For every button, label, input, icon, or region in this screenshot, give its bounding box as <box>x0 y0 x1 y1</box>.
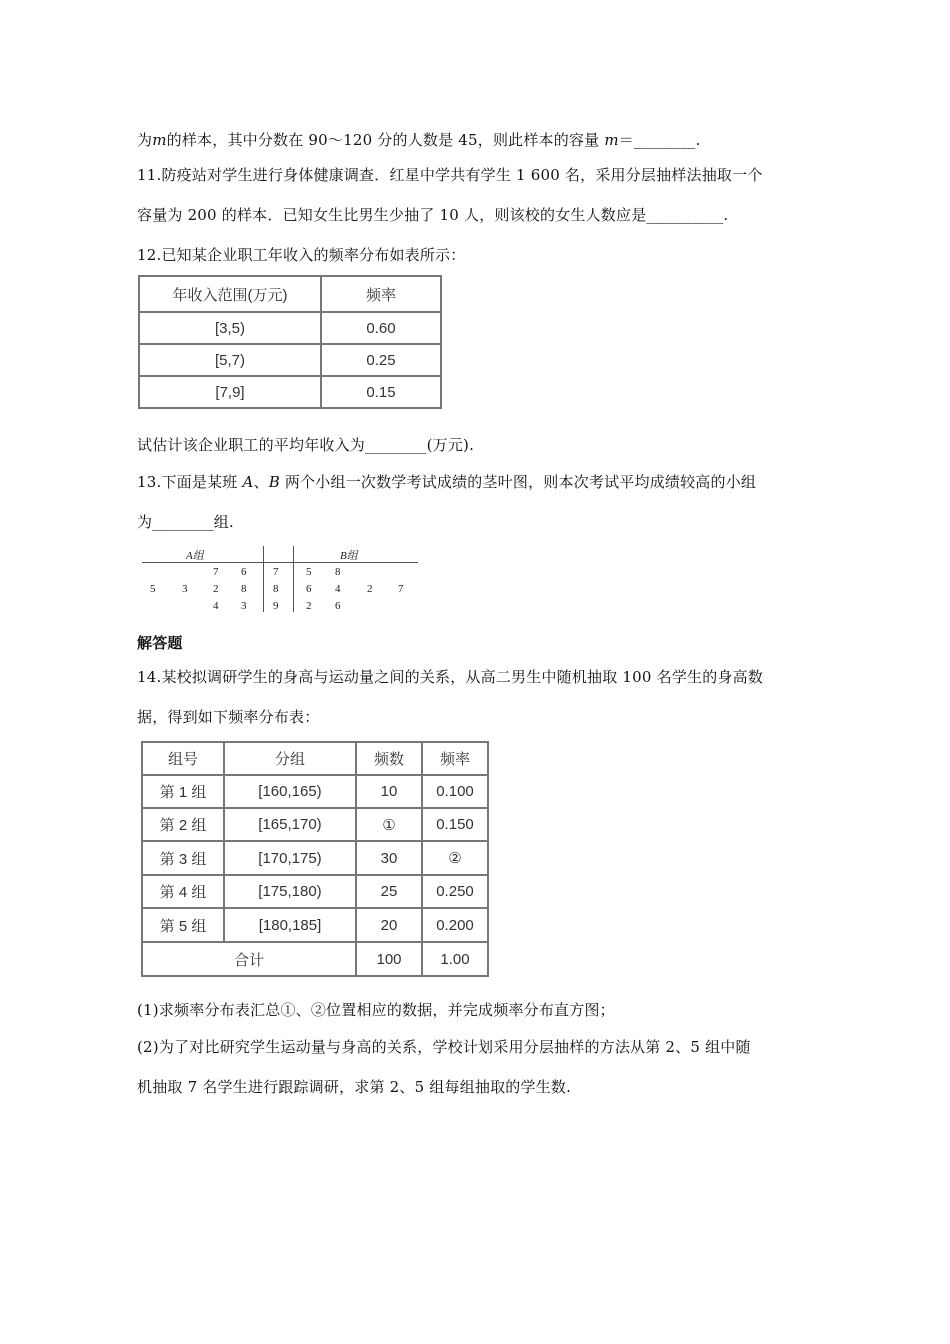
group-a-label: A <box>242 473 254 491</box>
var-m: m <box>604 131 619 149</box>
table-cell: 25 <box>356 875 422 908</box>
leaf: 2 <box>306 600 312 612</box>
table-cell: 0.100 <box>422 775 488 808</box>
height-frequency-table <box>141 741 489 977</box>
table-cell: ② <box>422 841 488 875</box>
table-cell: 0.250 <box>422 875 488 908</box>
leaf: 6 <box>306 583 312 595</box>
q10-text: 为 <box>137 131 153 149</box>
var-m: m <box>152 131 167 149</box>
table-cell: 10 <box>356 775 422 808</box>
stem: 8 <box>273 583 279 595</box>
stem-leaf-divider-right <box>293 546 294 612</box>
q12-stem: 12.已知某企业职工年收入的频率分布如表所示： <box>137 246 466 264</box>
table-cell: [160,165) <box>224 775 356 808</box>
table-cell: 0.150 <box>422 808 488 841</box>
stem-leaf-divider-left <box>263 546 264 612</box>
q14-part1: (1)求频率分布表汇总①、②位置相应的数据，并完成频率分布直方图； <box>137 1001 615 1019</box>
table-total-row <box>142 942 488 976</box>
table-cell: [170,175) <box>224 841 356 875</box>
table-cell: [3,5) <box>139 312 321 344</box>
q10-text: ＝________. <box>618 131 701 149</box>
table-cell: 第 5 组 <box>142 908 224 942</box>
q13-text: 、 <box>253 473 269 491</box>
section-title: 解答题 <box>137 634 183 652</box>
table-cell: [165,170) <box>224 808 356 841</box>
leaf: 5 <box>306 566 312 578</box>
table-cell: [7,9] <box>139 376 321 408</box>
leaf: 3 <box>182 583 188 595</box>
table-row <box>142 908 488 942</box>
leaf: 4 <box>335 583 341 595</box>
stem-leaf-header-rule <box>142 562 418 563</box>
table-row <box>142 808 488 841</box>
leaf: 6 <box>335 600 341 612</box>
leaf: 7 <box>398 583 404 595</box>
leaf: 7 <box>213 566 219 578</box>
stem: 7 <box>273 566 279 578</box>
leaf: 6 <box>241 566 247 578</box>
table-cell: 第 3 组 <box>142 841 224 875</box>
q10-text: 的样本，其中分数在 90～120 分的人数是 45，则此样本的容量 <box>166 131 605 149</box>
table-cell: 第 4 组 <box>142 875 224 908</box>
table-cell: [175,180) <box>224 875 356 908</box>
leaf: 3 <box>241 600 247 612</box>
table-cell: 合计 <box>142 942 356 976</box>
table-cell: 0.60 <box>321 312 441 344</box>
table-cell: ① <box>356 808 422 841</box>
table-cell: 0.25 <box>321 344 441 376</box>
q13-text: 13.下面是某班 <box>137 473 243 491</box>
group-b-label: B <box>268 473 280 491</box>
stem: 9 <box>273 600 279 612</box>
leaf: 5 <box>150 583 156 595</box>
leaf: 8 <box>241 583 247 595</box>
table-header: 频率 <box>422 742 488 775</box>
table-row <box>142 841 488 875</box>
table-row <box>142 775 488 808</box>
leaf: 2 <box>367 583 373 595</box>
table-cell: [5,7) <box>139 344 321 376</box>
q11-line1: 11.防疫站对学生进行身体健康调查．红星中学共有学生 1 600 名，采用分层抽样法抽取一个 <box>137 166 763 184</box>
table-cell: 第 2 组 <box>142 808 224 841</box>
table-cell: 0.200 <box>422 908 488 942</box>
q14-part2-line2: 机抽取 7 名学生进行跟踪调研，求第 2、5 组每组抽取的学生数. <box>137 1078 572 1096</box>
table-cell: 30 <box>356 841 422 875</box>
table-cell: 第 1 组 <box>142 775 224 808</box>
table-header: 频数 <box>356 742 422 775</box>
q14-part2-line1: (2)为了对比研究学生运动量与身高的关系，学校计划采用分层抽样的方法从第 2、5 组中随 <box>137 1038 751 1056</box>
table-header: 分组 <box>224 742 356 775</box>
q11-line2: 容量为 200 的样本．已知女生比男生少抽了 10 人，则该校的女生人数应是__________. <box>137 206 729 224</box>
q10-tail-line <box>137 129 701 150</box>
q13-line2: 为________组. <box>137 513 234 531</box>
q12-after: 试估计该企业职工的平均年收入为________(万元). <box>137 436 475 454</box>
table-header: 年收入范围(万元) <box>139 276 321 312</box>
stem-leaf-a-title: A组 <box>186 550 204 562</box>
table-header: 组号 <box>142 742 224 775</box>
table-row <box>142 875 488 908</box>
q14-line1: 14.某校拟调研学生的身高与运动量之间的关系，从高二男生中随机抽取 100 名学生的身高数 <box>137 668 764 686</box>
q13-line1 <box>137 471 756 492</box>
table-cell: 100 <box>356 942 422 976</box>
income-frequency-table <box>138 275 442 409</box>
table-header: 频率 <box>321 276 441 312</box>
table-cell: 20 <box>356 908 422 942</box>
table-cell: 0.15 <box>321 376 441 408</box>
q14-line2: 据，得到如下频率分布表： <box>137 708 320 726</box>
table-cell: 1.00 <box>422 942 488 976</box>
leaf: 4 <box>213 600 219 612</box>
q13-text: 两个小组一次数学考试成绩的茎叶图，则本次考试平均成绩较高的小组 <box>279 473 757 491</box>
stem-leaf-b-title: B组 <box>340 550 358 562</box>
table-cell: [180,185] <box>224 908 356 942</box>
leaf: 8 <box>335 566 341 578</box>
leaf: 2 <box>213 583 219 595</box>
